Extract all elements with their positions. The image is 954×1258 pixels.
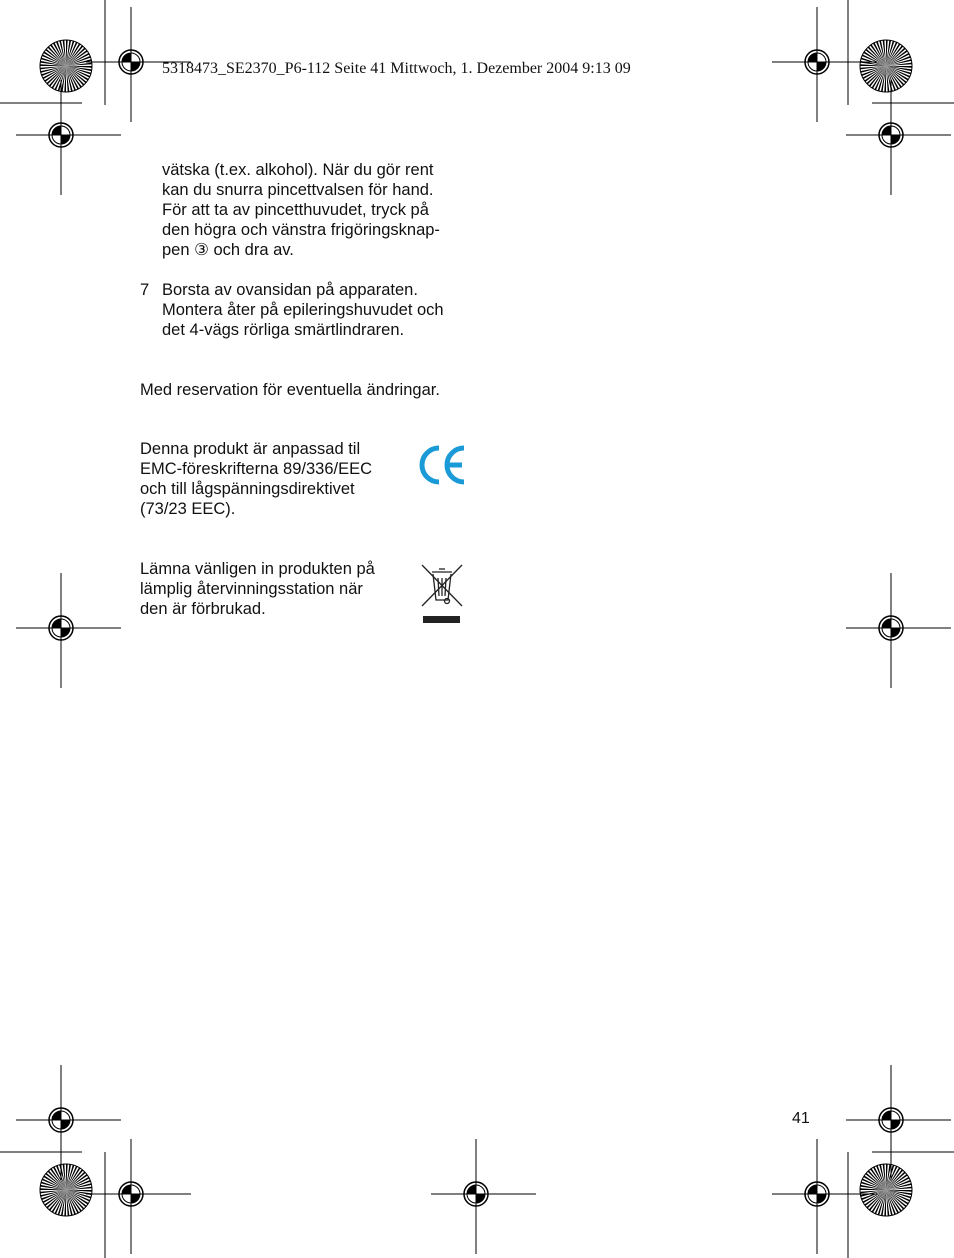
step-number: 7 [140, 281, 150, 299]
registration-mark [846, 573, 951, 688]
reservation-note: Med reservation för eventuella ändringar. [140, 381, 440, 399]
intro-paragraph: vätska (t.ex. alkohol). När du gör rent kan du snurra pincettvalsen för hand. För att ta av pincetthuvudet, tryck på den högra och vänstra frigöringsknap- pen ③ och dra av. [162, 161, 440, 259]
star-target [860, 40, 912, 92]
print-slug: 5318473_SE2370_P6-112 Seite 41 Mittwoch, 1. Dezember 2004 9:13 09 [162, 60, 631, 77]
step-text: Borsta av ovansidan på apparaten. Montera åter på epileringshuvudet och det 4-vägs rörliga smärtlindraren. [162, 281, 444, 339]
emc-note: Denna produkt är anpassad til EMC-föreskrifterna 89/336/EEC och till lågspänningsdirektivet (73/23 EEC). [140, 440, 373, 518]
registration-mark [431, 1139, 536, 1254]
star-target [40, 1164, 92, 1216]
step-7 [140, 280, 482, 340]
registration-mark [86, 1139, 191, 1254]
registration-mark [16, 573, 121, 688]
registration-mark [846, 80, 951, 195]
star-target [860, 1164, 912, 1216]
registration-marks [16, 7, 951, 1254]
ce-mark-icon [418, 444, 466, 486]
star-target [40, 40, 92, 92]
registration-mark [846, 1065, 951, 1180]
page-number: 41 [792, 1110, 810, 1127]
recycling-note: Lämna vänligen in produkten på lämplig återvinningsstation när den är förbrukad. [140, 560, 375, 618]
weee-crossed-bin-icon [418, 562, 466, 626]
